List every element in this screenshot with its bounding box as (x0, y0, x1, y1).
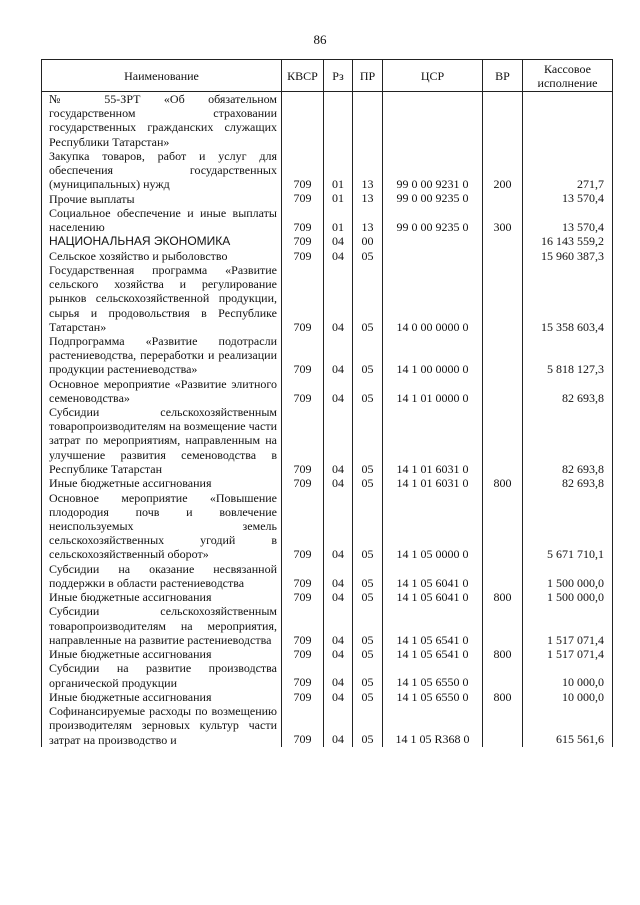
cell-vr (483, 377, 523, 405)
cell-pr: 05 (353, 377, 383, 405)
cell-vr: 300 (483, 206, 523, 234)
cell-vr (483, 249, 523, 263)
cell-amount: 82 693,8 (523, 377, 613, 405)
cell-name: Подпрограмма «Развитие подотрасли растениеводства, переработки и реализации продукции растениеводства» (42, 334, 282, 377)
cell-vr (483, 704, 523, 747)
cell-csr (383, 249, 483, 263)
cell-csr: 14 1 05 6550 0 (383, 690, 483, 704)
table-row (42, 704, 613, 747)
cell-rz: 04 (324, 263, 353, 334)
cell-pr: 13 (353, 191, 383, 205)
cell-amount: 82 693,8 (523, 476, 613, 490)
cell-csr: 14 1 05 6550 0 (383, 661, 483, 689)
cell-pr: 05 (353, 476, 383, 490)
cell-pr: 05 (353, 661, 383, 689)
cell-rz: 04 (324, 604, 353, 647)
cell-csr: 14 1 05 R368 0 (383, 704, 483, 747)
cell-vr (483, 191, 523, 205)
cell-kvsr (282, 92, 324, 149)
cell-amount: 13 570,4 (523, 191, 613, 205)
cell-pr: 13 (353, 149, 383, 192)
cell-name: Субсидии сельскохозяйственным товаропроизводителям на возмещение части затрат по мероприятиям, направленным на улучшение развития семеноводства в Республике Татарстан (42, 405, 282, 476)
header-rz: Рз (324, 60, 353, 92)
cell-kvsr: 709 (282, 704, 324, 747)
cell-amount: 10 000,0 (523, 690, 613, 704)
cell-csr: 14 1 01 6031 0 (383, 405, 483, 476)
table-row (42, 234, 613, 248)
cell-vr: 200 (483, 149, 523, 192)
cell-vr (483, 491, 523, 562)
header-csr: ЦСР (383, 60, 483, 92)
cell-pr: 05 (353, 334, 383, 377)
cell-amount: 82 693,8 (523, 405, 613, 476)
cell-kvsr: 709 (282, 690, 324, 704)
cell-amount: 1 517 071,4 (523, 647, 613, 661)
cell-pr: 05 (353, 263, 383, 334)
cell-amount (523, 92, 613, 149)
cell-kvsr: 709 (282, 334, 324, 377)
cell-vr: 800 (483, 590, 523, 604)
cell-csr: 14 1 05 6041 0 (383, 590, 483, 604)
cell-kvsr: 709 (282, 249, 324, 263)
cell-name: Субсидии на оказание несвязанной поддержки в области растениеводства (42, 562, 282, 590)
cell-kvsr: 709 (282, 590, 324, 604)
cell-csr: 99 0 00 9235 0 (383, 191, 483, 205)
table-row (42, 647, 613, 661)
cell-pr: 00 (353, 234, 383, 248)
header-name: Наименование (42, 60, 282, 92)
cell-amount: 5 818 127,3 (523, 334, 613, 377)
table-row (42, 405, 613, 476)
cell-rz: 04 (324, 647, 353, 661)
cell-rz: 04 (324, 491, 353, 562)
cell-pr: 05 (353, 690, 383, 704)
cell-name: Основное мероприятие «Повышение плодородия почв и вовлечение неиспользуемых земель сельскохозяйственных угодий в сельскохозяйственный оборот» (42, 491, 282, 562)
cell-vr (483, 405, 523, 476)
cell-rz: 01 (324, 149, 353, 192)
cell-vr (483, 234, 523, 248)
cell-amount: 15 960 387,3 (523, 249, 613, 263)
cell-kvsr: 709 (282, 661, 324, 689)
cell-amount: 13 570,4 (523, 206, 613, 234)
cell-csr (383, 92, 483, 149)
table-row (42, 562, 613, 590)
cell-rz: 01 (324, 191, 353, 205)
cell-pr: 05 (353, 562, 383, 590)
cell-name: Субсидии на развитие производства органической продукции (42, 661, 282, 689)
cell-csr: 14 1 05 6541 0 (383, 647, 483, 661)
cell-vr: 800 (483, 476, 523, 490)
cell-kvsr: 709 (282, 377, 324, 405)
table-header-row (42, 60, 613, 92)
table-row (42, 92, 613, 149)
cell-kvsr: 709 (282, 491, 324, 562)
table-row (42, 476, 613, 490)
table-row (42, 590, 613, 604)
cell-csr: 14 1 01 6031 0 (383, 476, 483, 490)
cell-csr: 14 0 00 0000 0 (383, 263, 483, 334)
page-number: 86 (313, 32, 327, 47)
budget-table (41, 59, 613, 747)
cell-rz: 04 (324, 690, 353, 704)
cell-pr: 05 (353, 590, 383, 604)
cell-amount: 15 358 603,4 (523, 263, 613, 334)
header-amount: Кассовое исполнение (523, 60, 613, 92)
cell-csr: 14 1 01 0000 0 (383, 377, 483, 405)
cell-csr: 14 1 00 0000 0 (383, 334, 483, 377)
cell-csr: 99 0 00 9231 0 (383, 149, 483, 192)
cell-rz: 04 (324, 377, 353, 405)
cell-name: Софинансируемые расходы по возмещению производителям зерновых культур части затрат на производство и (42, 704, 282, 747)
table-body (42, 92, 613, 747)
cell-name: Сельское хозяйство и рыболовство (42, 249, 282, 263)
cell-rz: 04 (324, 334, 353, 377)
cell-rz: 04 (324, 249, 353, 263)
cell-pr (353, 92, 383, 149)
cell-csr: 14 1 05 6541 0 (383, 604, 483, 647)
cell-kvsr: 709 (282, 405, 324, 476)
cell-name: Закупка товаров, работ и услуг для обеспечения государственных (муниципальных) нужд (42, 149, 282, 192)
cell-amount: 1 517 071,4 (523, 604, 613, 647)
cell-amount: 615 561,6 (523, 704, 613, 747)
cell-pr: 05 (353, 491, 383, 562)
cell-csr: 14 1 05 0000 0 (383, 491, 483, 562)
cell-name: Иные бюджетные ассигнования (42, 690, 282, 704)
cell-rz: 04 (324, 405, 353, 476)
cell-vr: 800 (483, 690, 523, 704)
cell-pr: 05 (353, 604, 383, 647)
cell-name: Субсидии сельскохозяйственным товаропроизводителям на мероприятия, направленные на развитие растениеводства (42, 604, 282, 647)
cell-rz (324, 92, 353, 149)
cell-kvsr: 709 (282, 149, 324, 192)
cell-name: Иные бюджетные ассигнования (42, 647, 282, 661)
cell-amount: 16 143 559,2 (523, 234, 613, 248)
table-row (42, 149, 613, 192)
cell-name: Прочие выплаты (42, 191, 282, 205)
cell-amount: 5 671 710,1 (523, 491, 613, 562)
table-row (42, 690, 613, 704)
table-row (42, 206, 613, 234)
cell-kvsr: 709 (282, 191, 324, 205)
cell-kvsr: 709 (282, 476, 324, 490)
cell-kvsr: 709 (282, 604, 324, 647)
cell-name: Основное мероприятие «Развитие элитного семеноводства» (42, 377, 282, 405)
header-pr: ПР (353, 60, 383, 92)
cell-pr: 05 (353, 704, 383, 747)
header-vr: ВР (483, 60, 523, 92)
cell-csr: 99 0 00 9235 0 (383, 206, 483, 234)
table-row (42, 191, 613, 205)
cell-rz: 04 (324, 590, 353, 604)
cell-name: Иные бюджетные ассигнования (42, 476, 282, 490)
cell-rz: 01 (324, 206, 353, 234)
cell-name: НАЦИОНАЛЬНАЯ ЭКОНОМИКА (42, 234, 282, 248)
cell-amount: 10 000,0 (523, 661, 613, 689)
cell-vr (483, 263, 523, 334)
cell-vr (483, 661, 523, 689)
cell-kvsr: 709 (282, 263, 324, 334)
cell-vr (483, 562, 523, 590)
cell-rz: 04 (324, 476, 353, 490)
cell-name: № 55-ЗРТ «Об обязательном государственном страховании государственных гражданских служащих Республики Татарстан» (42, 92, 282, 149)
cell-rz: 04 (324, 234, 353, 248)
cell-pr: 13 (353, 206, 383, 234)
table-row (42, 604, 613, 647)
cell-rz: 04 (324, 562, 353, 590)
cell-csr: 14 1 05 6041 0 (383, 562, 483, 590)
cell-name: Социальное обеспечение и иные выплаты населению (42, 206, 282, 234)
cell-amount: 1 500 000,0 (523, 562, 613, 590)
cell-kvsr: 709 (282, 234, 324, 248)
header-kvsr: КВСР (282, 60, 324, 92)
cell-name: Государственная программа «Развитие сельского хозяйства и регулирование рынков сельскохозяйственной продукции, сырья и продовольствия в Республике Татарстан» (42, 263, 282, 334)
cell-pr: 05 (353, 249, 383, 263)
cell-vr (483, 92, 523, 149)
cell-name: Иные бюджетные ассигнования (42, 590, 282, 604)
cell-rz: 04 (324, 661, 353, 689)
table-row (42, 334, 613, 377)
table-row (42, 263, 613, 334)
cell-pr: 05 (353, 647, 383, 661)
table-row (42, 491, 613, 562)
cell-vr: 800 (483, 647, 523, 661)
cell-vr (483, 334, 523, 377)
cell-vr (483, 604, 523, 647)
table-row (42, 249, 613, 263)
cell-kvsr: 709 (282, 562, 324, 590)
cell-kvsr: 709 (282, 647, 324, 661)
cell-pr: 05 (353, 405, 383, 476)
cell-amount: 271,7 (523, 149, 613, 192)
table-row (42, 661, 613, 689)
cell-kvsr: 709 (282, 206, 324, 234)
cell-amount: 1 500 000,0 (523, 590, 613, 604)
table-row (42, 377, 613, 405)
cell-csr (383, 234, 483, 248)
cell-rz: 04 (324, 704, 353, 747)
